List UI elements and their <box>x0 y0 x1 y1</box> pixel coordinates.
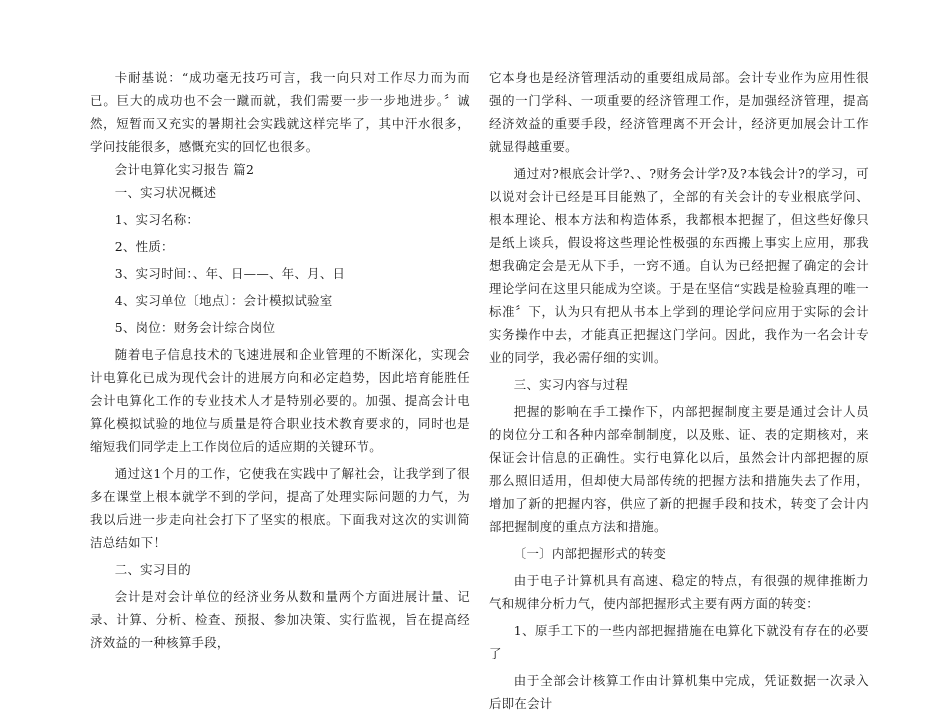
heading: 三、实习内容与过程 <box>513 377 629 392</box>
paragraph: 卡耐基说：“成功毫无技巧可言，我一向只对工作尽力而为而已。巨大的成功也不会一蹴而就，我们需要一步一步地进步。〞诚然，短暂而又充实的暑期社会实践就这样完毕了，其中汗水很多，学问技能很多，感慨充实的回忆也很多。 <box>90 70 470 154</box>
list-item: 4、实习单位〔地点〕：会计模拟试验室 <box>114 293 333 308</box>
paragraph: 它本身也是经济管理活动的重要组成局部。会计专业作为应用性很强的一门学科、一项重要的经济管理工作，是加强经济管理，提高经济效益的重要手段，经济管理离不开会计，经济更加展会计工作就显得越重要。 <box>489 70 869 154</box>
paragraph: 由于电子计算机具有高速、稳定的特点，有很强的规律推断力气和规律分析力气，使内部把握形式主要有两方面的转变： <box>489 573 869 611</box>
paragraph: 把握的影响在手工操作下，内部把握制度主要是通过会计人员的岗位分工和各种内部牵制制度，以及账、证、表的定期核对，来保证会计信息的正确性。实行电算化以后，虽然会计内部把握的原那么照旧适用，但却使大局部传统的把握方法和措施失去了作用，增加了新的把握内容，供应了新的把握手段和技术，转变了会计内部把握制度的重点方法和措施。 <box>489 404 869 534</box>
list-item: 2、性质： <box>114 239 174 254</box>
section-title: 会计电算化实习报告 篇2 <box>114 162 255 177</box>
list-item: 3、实习时间：、年、日——、年、月、日 <box>114 266 346 281</box>
paragraph: 通过这1个月的工作，它使我在实践中了解社会，让我学到了很多在课堂上根本就学不到的学问，提高了处理实际问题的力气，为我以后进一步走向社会打下了坚实的根底。下面我对这次的实训简洁总结如下！ <box>90 466 470 550</box>
paragraph: 随着电子信息技术的飞速进展和企业管理的不断深化，实现会计电算化已成为现代会计的进展方向和必定趋势，因此培育能胜任会计电算化工作的专业技术人才是特别必要的。加强、提高会计电算化模拟试验的地位与质量是符合职业技术教育要求的，同时也是缩短我们同学走上工作岗位后的适应期的关键环节。 <box>90 347 470 454</box>
left-column <box>90 66 470 654</box>
right-column <box>489 66 869 715</box>
list-item: 5、岗位：财务会计综合岗位 <box>114 320 276 335</box>
paragraph: 会计是对会计单位的经济业务从数和量两个方面进展计量、记录、计算、分析、检查、预报、参加决策、实行监视，旨在提高经济效益的一种核算手段， <box>90 589 470 650</box>
heading: 一、实习状况概述 <box>114 185 217 200</box>
paragraph: 通过对?根底会计学?、、?财务会计学?及?本钱会计?的学习，可以说对会计已经是耳目能熟了，全部的有关会计的专业根底学问、根本理论、根本方法和构造体系，我都根本把握了，但这些好像只是纸上谈兵，假设将这些理论性极强的东西搬上事实上应用，那我想我确定会是无从下手，一窍不通。自认为已经把握了确定的会计理论学问在这里只能成为空谈。于是在坚信“实践是检验真理的唯一标准〞下，认为只有把从书本上学到的理论学问应用于实际的会计实务操作中去，才能真正把握这门学问。因此，我作为一名会计专业的同学，我必需仔细的实训。 <box>489 166 869 365</box>
subheading: 〔一〕内部把握形式的转变 <box>513 546 667 561</box>
heading: 二、实习目的 <box>114 562 191 577</box>
list-item: 1、原手工下的一些内部把握措施在电算化下就没有存在的必要了 <box>489 623 869 661</box>
list-item: 1、实习名称： <box>114 212 200 227</box>
paragraph: 由于全部会计核算工作由计算机集中完成，凭证数据一次录入后即在会计 <box>489 673 869 711</box>
